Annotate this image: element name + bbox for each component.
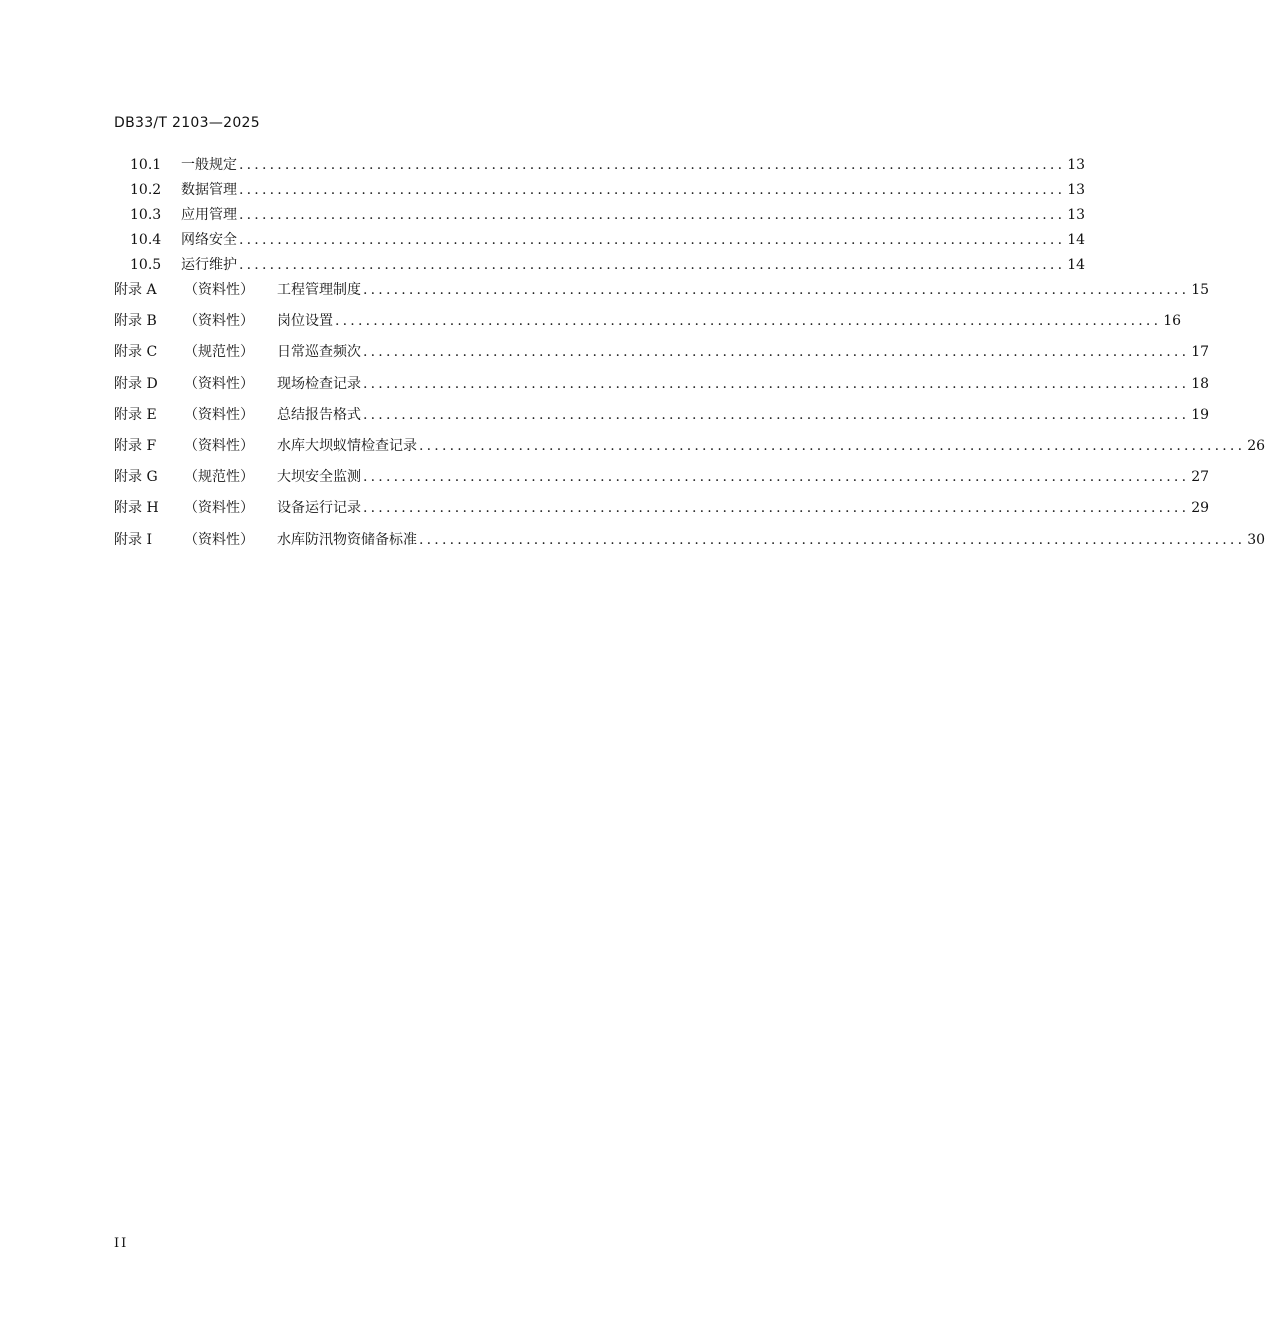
toc-entry-10-5[interactable] [114, 254, 1086, 279]
section-title: 数据管理 [181, 182, 237, 198]
appendix-label: 附录 F [114, 437, 157, 454]
dot-leader: ............................................................................................................ [239, 182, 1066, 198]
toc-entry-10-2[interactable] [114, 179, 1086, 204]
appendix-kind: （规范性） [184, 469, 254, 486]
page-number: 15 [1191, 282, 1210, 298]
dot-leader: ............................................................................................................ [363, 375, 1190, 392]
page-number: 18 [1191, 375, 1210, 392]
section-title: 应用管理 [181, 207, 237, 223]
footer-page-number: II [114, 1236, 129, 1251]
dot-leader: ............................................................................................................ [363, 344, 1190, 361]
dot-leader: ............................................................................................................ [363, 500, 1190, 517]
page-number: 13 [1067, 207, 1086, 223]
appendix-title: 现场检查记录 [277, 375, 361, 392]
appendix-kind: （资料性） [184, 437, 254, 454]
appendix-label: 附录 I [114, 531, 152, 548]
page-number: 30 [1247, 531, 1265, 548]
toc-entry-appendix-e[interactable] [114, 404, 1210, 435]
dot-leader: ............................................................................................................ [335, 313, 1162, 330]
section-number: 10.5 [130, 257, 162, 273]
page-number: 13 [1067, 157, 1086, 173]
toc-entry-appendix-i[interactable] [114, 529, 1265, 560]
page-number: 27 [1191, 469, 1210, 486]
appendix-title: 工程管理制度 [277, 282, 361, 298]
appendix-title: 岗位设置 [277, 313, 333, 330]
dot-leader: ............................................................................................................ [363, 282, 1190, 298]
appendix-kind: （资料性） [184, 500, 254, 517]
appendix-title: 大坝安全监测 [277, 469, 361, 486]
page-number: 29 [1191, 500, 1210, 517]
toc-entry-10-4[interactable] [114, 229, 1086, 254]
page-number: 13 [1067, 182, 1086, 198]
appendix-kind: （资料性） [184, 282, 254, 298]
appendix-label: 附录 G [114, 469, 158, 486]
dot-leader: ............................................................................................................ [239, 232, 1066, 248]
section-number: 10.2 [130, 182, 162, 198]
dot-leader: ............................................................................................................ [419, 531, 1246, 548]
toc-entry-10-3[interactable] [114, 204, 1086, 229]
appendix-title: 设备运行记录 [277, 500, 361, 517]
appendix-kind: （规范性） [184, 344, 254, 361]
toc-entry-appendix-a[interactable] [114, 279, 1210, 310]
appendix-kind: （资料性） [184, 531, 254, 548]
section-title: 网络安全 [181, 232, 237, 248]
appendix-kind: （资料性） [184, 406, 254, 423]
toc-entry-appendix-h[interactable] [114, 497, 1210, 528]
appendix-title: 水库防汛物资储备标准 [277, 531, 417, 548]
dot-leader: ............................................................................................................ [363, 406, 1190, 423]
toc-entry-appendix-g[interactable] [114, 466, 1210, 497]
appendix-label: 附录 C [114, 344, 158, 361]
page-number: 19 [1191, 406, 1210, 423]
toc-entry-appendix-f[interactable] [114, 435, 1265, 466]
table-of-contents [114, 154, 1265, 560]
appendix-label: 附录 B [114, 313, 157, 330]
dot-leader: ............................................................................................................ [363, 469, 1190, 486]
page-number: 16 [1163, 313, 1182, 330]
dot-leader: ............................................................................................................ [239, 157, 1066, 173]
appendix-label: 附录 A [114, 282, 157, 298]
section-title: 运行维护 [181, 257, 237, 273]
dot-leader: ............................................................................................................ [239, 207, 1066, 223]
appendix-kind: （资料性） [184, 313, 254, 330]
appendix-label: 附录 H [114, 500, 159, 517]
appendix-label: 附录 D [114, 375, 158, 392]
section-number: 10.1 [130, 157, 162, 173]
toc-entry-appendix-b[interactable] [114, 310, 1182, 341]
appendix-title: 总结报告格式 [277, 406, 361, 423]
toc-entry-10-1[interactable] [114, 154, 1086, 179]
toc-entry-appendix-d[interactable] [114, 373, 1210, 404]
page-number: 17 [1191, 344, 1210, 361]
appendix-title: 水库大坝蚁情检查记录 [277, 437, 417, 454]
page-number: 14 [1067, 232, 1086, 248]
appendix-kind: （资料性） [184, 375, 254, 392]
toc-entry-appendix-c[interactable] [114, 341, 1210, 372]
document-code: DB33/T 2103—2025 [114, 115, 260, 131]
page-number: 26 [1247, 437, 1265, 454]
section-title: 一般规定 [181, 157, 237, 173]
appendix-title: 日常巡查频次 [277, 344, 361, 361]
appendix-label: 附录 E [114, 406, 157, 423]
section-number: 10.3 [130, 207, 162, 223]
dot-leader: ............................................................................................................ [419, 437, 1246, 454]
page-number: 14 [1067, 257, 1086, 273]
dot-leader: ............................................................................................................ [239, 257, 1066, 273]
section-number: 10.4 [130, 232, 162, 248]
